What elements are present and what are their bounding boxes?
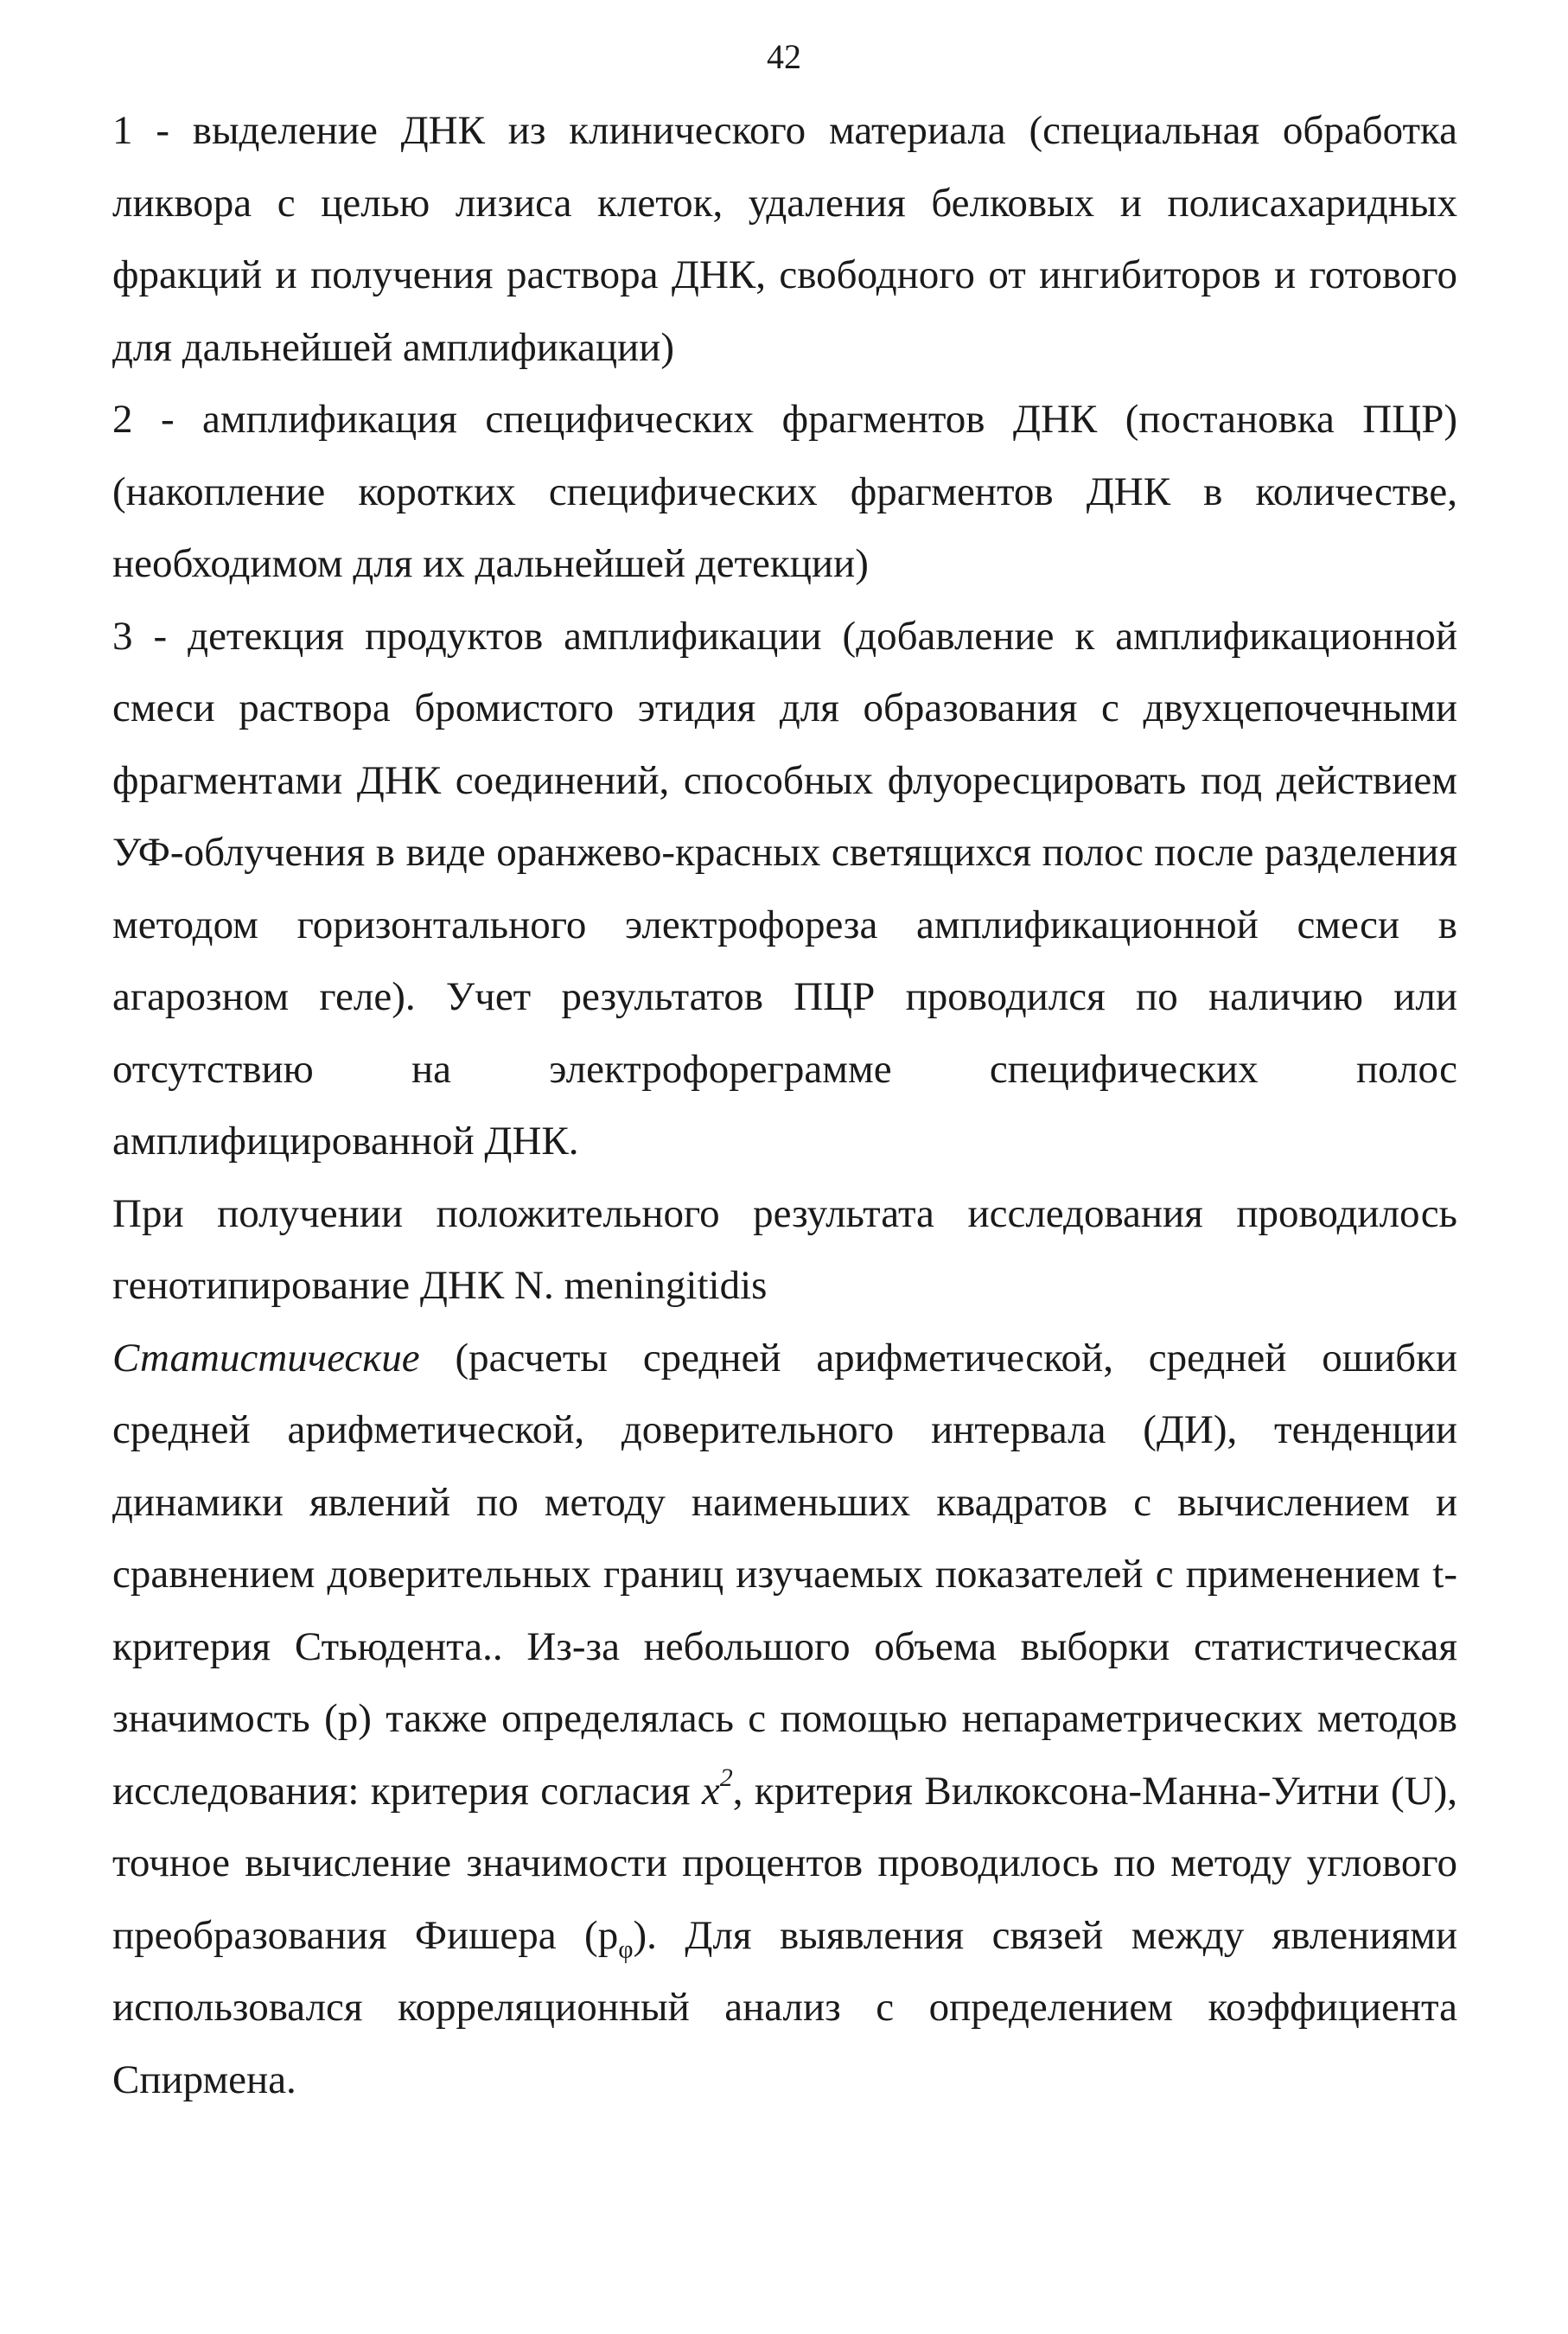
statistics-text-3: ). Для выявления связей между явлениями использовался корреляционный анализ с определением коэффициента Спирмена.: [112, 1912, 1457, 2102]
paragraph-step-1: 1 - выделение ДНК из клинического материала (специальная обработка ликвора с целью лизиса клеток, удаления белковых и полисахаридных фракций и получения раствора ДНК, свободного от ингибиторов и готового для дальнейшей амплификации): [112, 108, 1457, 370]
statistics-text-2: , критерия Вилкоксона-Манна-Уитни (U), точное вычисление значимости процентов проводилось по методу углового преобразования Фишера (р: [112, 1768, 1457, 1958]
document-body: [112, 95, 1457, 2116]
chi-square-symbol: x: [701, 1768, 720, 1814]
statistics-term: Статистические: [112, 1335, 420, 1381]
paragraph-genotyping: При получении положительного результата исследования проводилось генотипирование ДНК N. meningitidis: [112, 1190, 1457, 1308]
page-number: 42: [767, 37, 801, 76]
paragraph-step-3: 3 - детекция продуктов амплификации (добавление к амплификационной смеси раствора бромистого этидия для образования с двухцепочечными фрагментами ДНК соединений, способных флуоресцировать под действием УФ-облучения в виде оранжево-красных светящихся полос после разделения методом горизонтального электрофореза амплификационной смеси в агарозном геле). Учет результатов ПЦР проводился по наличию или отсутствию на электрофореграмме специфических полос амплифицированной ДНК.: [112, 613, 1457, 1164]
phi-subscript: φ: [618, 1934, 634, 1963]
statistics-text-1: (расчеты средней арифметической, средней ошибки средней арифметической, доверительного интервала (ДИ), тенденции динамики явлений по методу наименьших квадратов с вычислением и сравнением доверительных границ изучаемых показателей с применением t-критерия Стьюдента.. Из-за небольшого объема выборки статистическая значимость (р) также определялась с помощью непараметрических методов исследования: критерия согласия: [112, 1335, 1457, 1814]
paragraph-step-2: 2 - амплификация специфических фрагментов ДНК (постановка ПЦР) (накопление коротких специфических фрагментов ДНК в количестве, необходимом для их дальнейшей детекции): [112, 397, 1457, 586]
chi-square-exponent: 2: [719, 1763, 733, 1792]
paragraph-statistics: [112, 1323, 1457, 2117]
